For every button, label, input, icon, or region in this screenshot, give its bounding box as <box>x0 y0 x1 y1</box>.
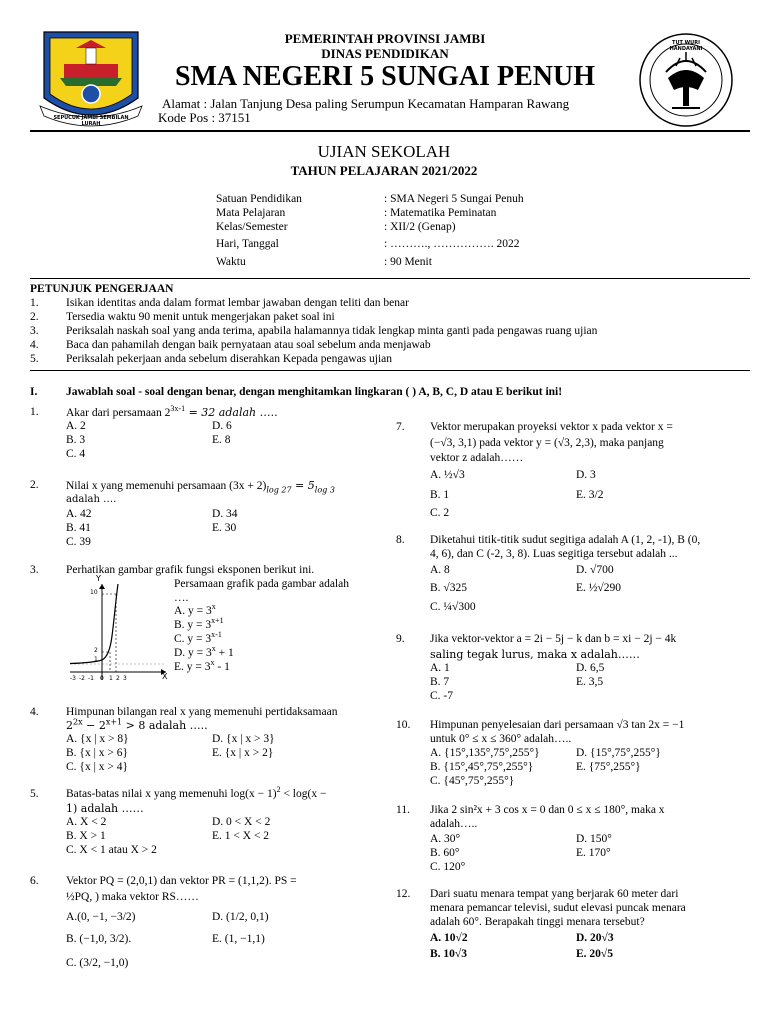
question-text: Jika vektor-vektor a = 2i − 5j − k dan b = xi − 2j − 4k <box>430 633 677 645</box>
option-a[interactable]: A. 30° <box>430 833 461 845</box>
option-b[interactable]: B. 41 <box>66 522 91 534</box>
option-c[interactable]: C. 2 <box>430 507 450 519</box>
option-e-post: - 1 <box>214 661 230 673</box>
option-d-exp: x <box>211 644 216 654</box>
info-label: Waktu <box>216 256 246 268</box>
option-c[interactable]: C. {x | x > 4} <box>66 761 128 773</box>
question-text: Himpunan penyelesaian dari persamaan √3 tan 2x = −1 <box>430 719 685 731</box>
option-d-text: D. y = 3 <box>174 647 212 659</box>
instruction-number: 5. <box>30 353 39 365</box>
question-number: 10. <box>396 719 411 731</box>
option-d[interactable]: D. 20√3 <box>576 932 614 944</box>
postcode: Kode Pos : 37151 <box>158 110 251 125</box>
question-text: Dari suatu menara tempat yang berjarak 60 meter dari <box>430 888 679 900</box>
question-number: 12. <box>396 888 411 900</box>
graph-x-tick: 2 <box>116 675 120 682</box>
option-d[interactable]: D. √700 <box>576 564 614 576</box>
option-b[interactable]: B. (−1,0, 3/2). <box>66 933 132 945</box>
option-b[interactable]: B. {x | x > 6} <box>66 747 128 759</box>
info-value: : SMA Negeri 5 Sungai Penuh <box>384 193 524 205</box>
question-text: Vektor PQ = (2,0,1) dan vektor PR = (1,1,2). PS = <box>66 875 297 887</box>
option-e[interactable]: E. ½√290 <box>576 582 621 594</box>
option-a[interactable]: A. 42 <box>66 508 92 520</box>
option-c[interactable]: C. ¼√300 <box>430 601 476 613</box>
option-b[interactable]: B. 1 <box>430 489 450 501</box>
option-b[interactable]: B. X > 1 <box>66 830 106 842</box>
option-a[interactable]: A. {x | x > 8} <box>66 733 129 745</box>
option-a[interactable]: A. 2 <box>66 420 86 432</box>
q2-text: Nilai x yang memenuhi persamaan (3x + 2) <box>66 480 267 492</box>
option-e[interactable] <box>174 658 230 673</box>
q2-sub1: log 27 <box>266 485 292 495</box>
option-e[interactable]: E. 20√5 <box>576 948 613 960</box>
question-text-line2: menara pemancar televisi, sudut elevasi puncak menara <box>430 902 686 914</box>
question-text-line3: vektor z adalah…… <box>430 452 524 464</box>
option-e[interactable]: E. 30 <box>212 522 237 534</box>
question-number: 1. <box>30 406 39 418</box>
option-e-text: E. y = 3 <box>174 661 211 673</box>
option-b[interactable]: B. √325 <box>430 582 467 594</box>
graph-y-tick: 1 <box>94 656 98 663</box>
question-text: Diketahui titik-titik sudut segitiga adalah A (1, 2, -1), B (0, <box>430 534 701 546</box>
question-number: 11. <box>396 804 410 816</box>
option-d[interactable]: D. 6 <box>212 420 232 432</box>
instruction-text: Periksalah naskah soal yang anda terima, apabila halamannya tidak lengkap minta ganti pada pengawas ruang ujian <box>66 325 598 337</box>
option-d[interactable]: D. 3 <box>576 469 596 481</box>
option-c[interactable]: C. (3/2, −1,0) <box>66 957 129 969</box>
header-divider <box>30 130 750 132</box>
option-e[interactable]: E. (1, −1,1) <box>212 933 265 945</box>
question-text <box>66 479 335 494</box>
q5-text-2: < log(x − <box>280 788 327 800</box>
q4-base: 2 <box>66 719 73 732</box>
school-name: SMA NEGERI 5 SUNGAI PENUH <box>174 61 596 92</box>
q4-exp1: 2x <box>73 717 83 727</box>
q5-exp: 2 <box>276 785 281 795</box>
option-a[interactable]: A.(0, −1, −3/2) <box>66 911 136 923</box>
option-b-exp: x+1 <box>211 616 224 626</box>
option-c[interactable]: C. 4 <box>66 448 86 460</box>
option-c[interactable]: C. 120° <box>430 861 466 873</box>
question-number: 6. <box>30 875 39 887</box>
question-text-line2: Persamaan grafik pada gambar adalah <box>174 578 349 590</box>
info-label: Kelas/Semester <box>216 221 288 233</box>
option-e[interactable]: E. {x | x > 2} <box>212 747 274 759</box>
info-label: Satuan Pendidikan <box>216 193 302 205</box>
option-e[interactable]: E. 3/2 <box>576 489 604 501</box>
option-a[interactable]: A. 10√2 <box>430 932 468 944</box>
option-c-exp: x-1 <box>211 630 222 640</box>
instruction-text: Tersedia waktu 90 menit untuk mengerjakan paket soal ini <box>66 311 335 323</box>
option-a[interactable]: A. X < 2 <box>66 816 107 828</box>
q2-text-2: = 5 <box>291 479 315 492</box>
option-e[interactable]: E. 8 <box>212 434 231 446</box>
question-number: 3. <box>30 564 39 576</box>
question-text-line2: adalah….. <box>430 818 478 830</box>
instruction-number: 2. <box>30 311 39 323</box>
dept-name: DINAS PENDIDIKAN <box>321 46 449 61</box>
question-text <box>66 785 327 800</box>
option-a[interactable]: A. {15°,135°,75°,255°} <box>430 747 540 759</box>
graph-y-label: Y <box>96 574 101 583</box>
question-number: 8. <box>396 534 405 546</box>
instruction-number: 1. <box>30 297 39 309</box>
option-b[interactable]: B. 3 <box>66 434 86 446</box>
question-text-line2: 4, 6), dan C (-2, 3, 8). Luas segitiga tersebut adalah ... <box>430 548 678 560</box>
instruction-text: Isikan identitas anda dalam format lembar jawaban dengan teliti dan benar <box>66 297 409 309</box>
graph-y-tick: 10 <box>90 589 98 596</box>
option-c[interactable]: C. 39 <box>66 536 91 548</box>
q1-text-post: = 32 adalah ….. <box>185 406 278 419</box>
q4-exp2: x+1 <box>105 717 123 727</box>
question-text-line2 <box>66 719 208 732</box>
logo-ribbon-text: SEPUCUK JAMBI SEMBILAN LURAH <box>53 115 129 127</box>
gov-name: PEMERINTAH PROVINSI JAMBI <box>284 31 486 46</box>
option-d[interactable]: D. 0 < X < 2 <box>212 816 271 828</box>
option-d-post: + 1 <box>215 647 234 659</box>
option-e[interactable]: E. 3,5 <box>576 676 604 688</box>
option-b[interactable]: B. {15°,45°,75°,255°} <box>430 761 534 773</box>
option-a[interactable] <box>174 602 216 617</box>
question-text-line2: (−√3, 3,1) pada vektor y = (√3, 2,3), maka panjang <box>430 437 664 449</box>
option-d[interactable]: D. 34 <box>212 508 238 520</box>
option-c-text: C. y = 3 <box>174 633 212 645</box>
exponential-graph <box>66 576 170 686</box>
instructions-title: PETUNJUK PENGERJAAN <box>30 283 174 295</box>
option-d[interactable]: D. {x | x > 3} <box>212 733 275 745</box>
graph-x-tick: 1 <box>109 675 113 682</box>
option-c[interactable]: C. X < 1 atau X > 2 <box>66 844 157 856</box>
info-value: : Matematika Peminatan <box>384 207 497 219</box>
info-divider <box>30 278 750 279</box>
option-e[interactable]: E. 1 < X < 2 <box>212 830 270 842</box>
option-d[interactable]: D. 6,5 <box>576 662 605 674</box>
question-text-line2: untuk 0° ≤ x ≤ 360° adalah….. <box>430 733 572 745</box>
info-value: : XII/2 (Genap) <box>384 221 456 233</box>
info-label: Hari, Tanggal <box>216 238 279 250</box>
question-number: 5. <box>30 788 39 800</box>
option-a[interactable]: A. ½√3 <box>430 469 465 481</box>
option-a-text: A. y = 3 <box>174 605 212 617</box>
q5-text: Batas-batas nilai x yang memenuhi log(x − 1) <box>66 788 277 800</box>
instruction-number: 4. <box>30 339 39 351</box>
graph-x-tick: -3 <box>70 675 76 682</box>
question-text-line2: ½PQ, ) maka vektor RS…… <box>66 891 199 903</box>
graph-x-tick: -1 <box>88 675 94 682</box>
question-number: 2. <box>30 479 39 491</box>
option-a[interactable]: A. 8 <box>430 564 450 576</box>
instruction-text: Periksalah pekerjaan anda sebelum diserahkan Kepada pengawas ujian <box>66 353 393 365</box>
question-text: Perhatikan gambar grafik fungsi eksponen berikut ini. <box>66 564 315 576</box>
option-e-exp: x <box>210 658 215 668</box>
tut-wuri-logo <box>636 30 736 130</box>
instructions-divider <box>30 370 750 371</box>
question-text-line3: adalah 60°. Berapakah tinggi menara tersebut? <box>430 916 645 928</box>
option-d[interactable]: D. 150° <box>576 833 612 845</box>
tut-wuri-text: TUT WURI HANDAYANI <box>669 40 703 52</box>
q4-mid: − 2 <box>82 719 106 732</box>
option-c[interactable]: C. {45°,75°,255°} <box>430 775 515 787</box>
option-d[interactable] <box>174 644 234 659</box>
option-a[interactable]: A. 1 <box>430 662 450 674</box>
graph-x-tick: 0 <box>100 675 104 682</box>
option-b-text: B. y = 3 <box>174 619 212 631</box>
question-text <box>66 406 278 419</box>
graph-x-tick: -2 <box>79 675 85 682</box>
graph-x-label: X <box>162 672 168 681</box>
option-b[interactable]: B. 7 <box>430 676 450 688</box>
question-number: 9. <box>396 633 405 645</box>
q1-text-pre: Akar dari persamaan 2 <box>66 407 171 419</box>
question-text-line2: adalah …. <box>66 494 117 505</box>
exam-year: TAHUN PELAJARAN 2021/2022 <box>290 163 478 178</box>
option-e[interactable]: E. 170° <box>576 847 611 859</box>
option-e[interactable]: E. {75°,255°} <box>576 761 641 773</box>
option-a-exp: x <box>211 602 216 612</box>
exam-title: UJIAN SEKOLAH <box>317 142 451 161</box>
question-text: Jika 2 sin²x + 3 cos x = 0 dan 0 ≤ x ≤ 180°, maka x <box>430 804 665 816</box>
question-text-line2: 1) adalah …… <box>66 802 144 815</box>
info-value: : ………., ……………. 2022 <box>384 238 520 250</box>
option-d[interactable]: D. {15°,75°,255°} <box>576 747 661 759</box>
option-c[interactable]: C. -7 <box>430 690 453 702</box>
question-text-line2: saling tegak lurus, maka x adalah…… <box>430 648 640 661</box>
school-address: Alamat : Jalan Tanjung Desa paling Serumpun Kecamatan Hamparan Rawang <box>162 96 570 111</box>
section-heading: Jawablah soal - soal dengan benar, dengan menghitamkan lingkaran ( ) A, B, C, D atau E berikut ini! <box>66 386 563 398</box>
info-label: Mata Pelajaran <box>216 207 286 219</box>
option-b[interactable]: B. 10√3 <box>430 948 467 960</box>
option-b[interactable]: B. 60° <box>430 847 460 859</box>
info-value: : 90 Menit <box>384 256 432 268</box>
question-number: 7. <box>396 421 405 433</box>
section-number: I. <box>30 386 38 398</box>
option-d[interactable]: D. (1/2, 0,1) <box>212 911 269 923</box>
question-text: Vektor merupakan proyeksi vektor x pada vektor x = <box>430 421 673 433</box>
graph-y-tick: 2 <box>94 647 98 654</box>
instruction-text: Baca dan pahamilah dengan baik pernyataan atau soal sebelum anda menjawab <box>66 339 431 351</box>
q1-exponent: 3x-1 <box>170 404 186 414</box>
graph-x-tick: 3 <box>123 675 127 682</box>
question-text: Himpunan bilangan real x yang memenuhi pertidaksamaan <box>66 706 338 718</box>
q4-end: > 8 adalah ….. <box>122 719 208 732</box>
question-number: 4. <box>30 706 39 718</box>
instruction-number: 3. <box>30 325 39 337</box>
question-text-line3: …. <box>174 592 189 604</box>
q2-sub2: log 3 <box>314 485 335 495</box>
